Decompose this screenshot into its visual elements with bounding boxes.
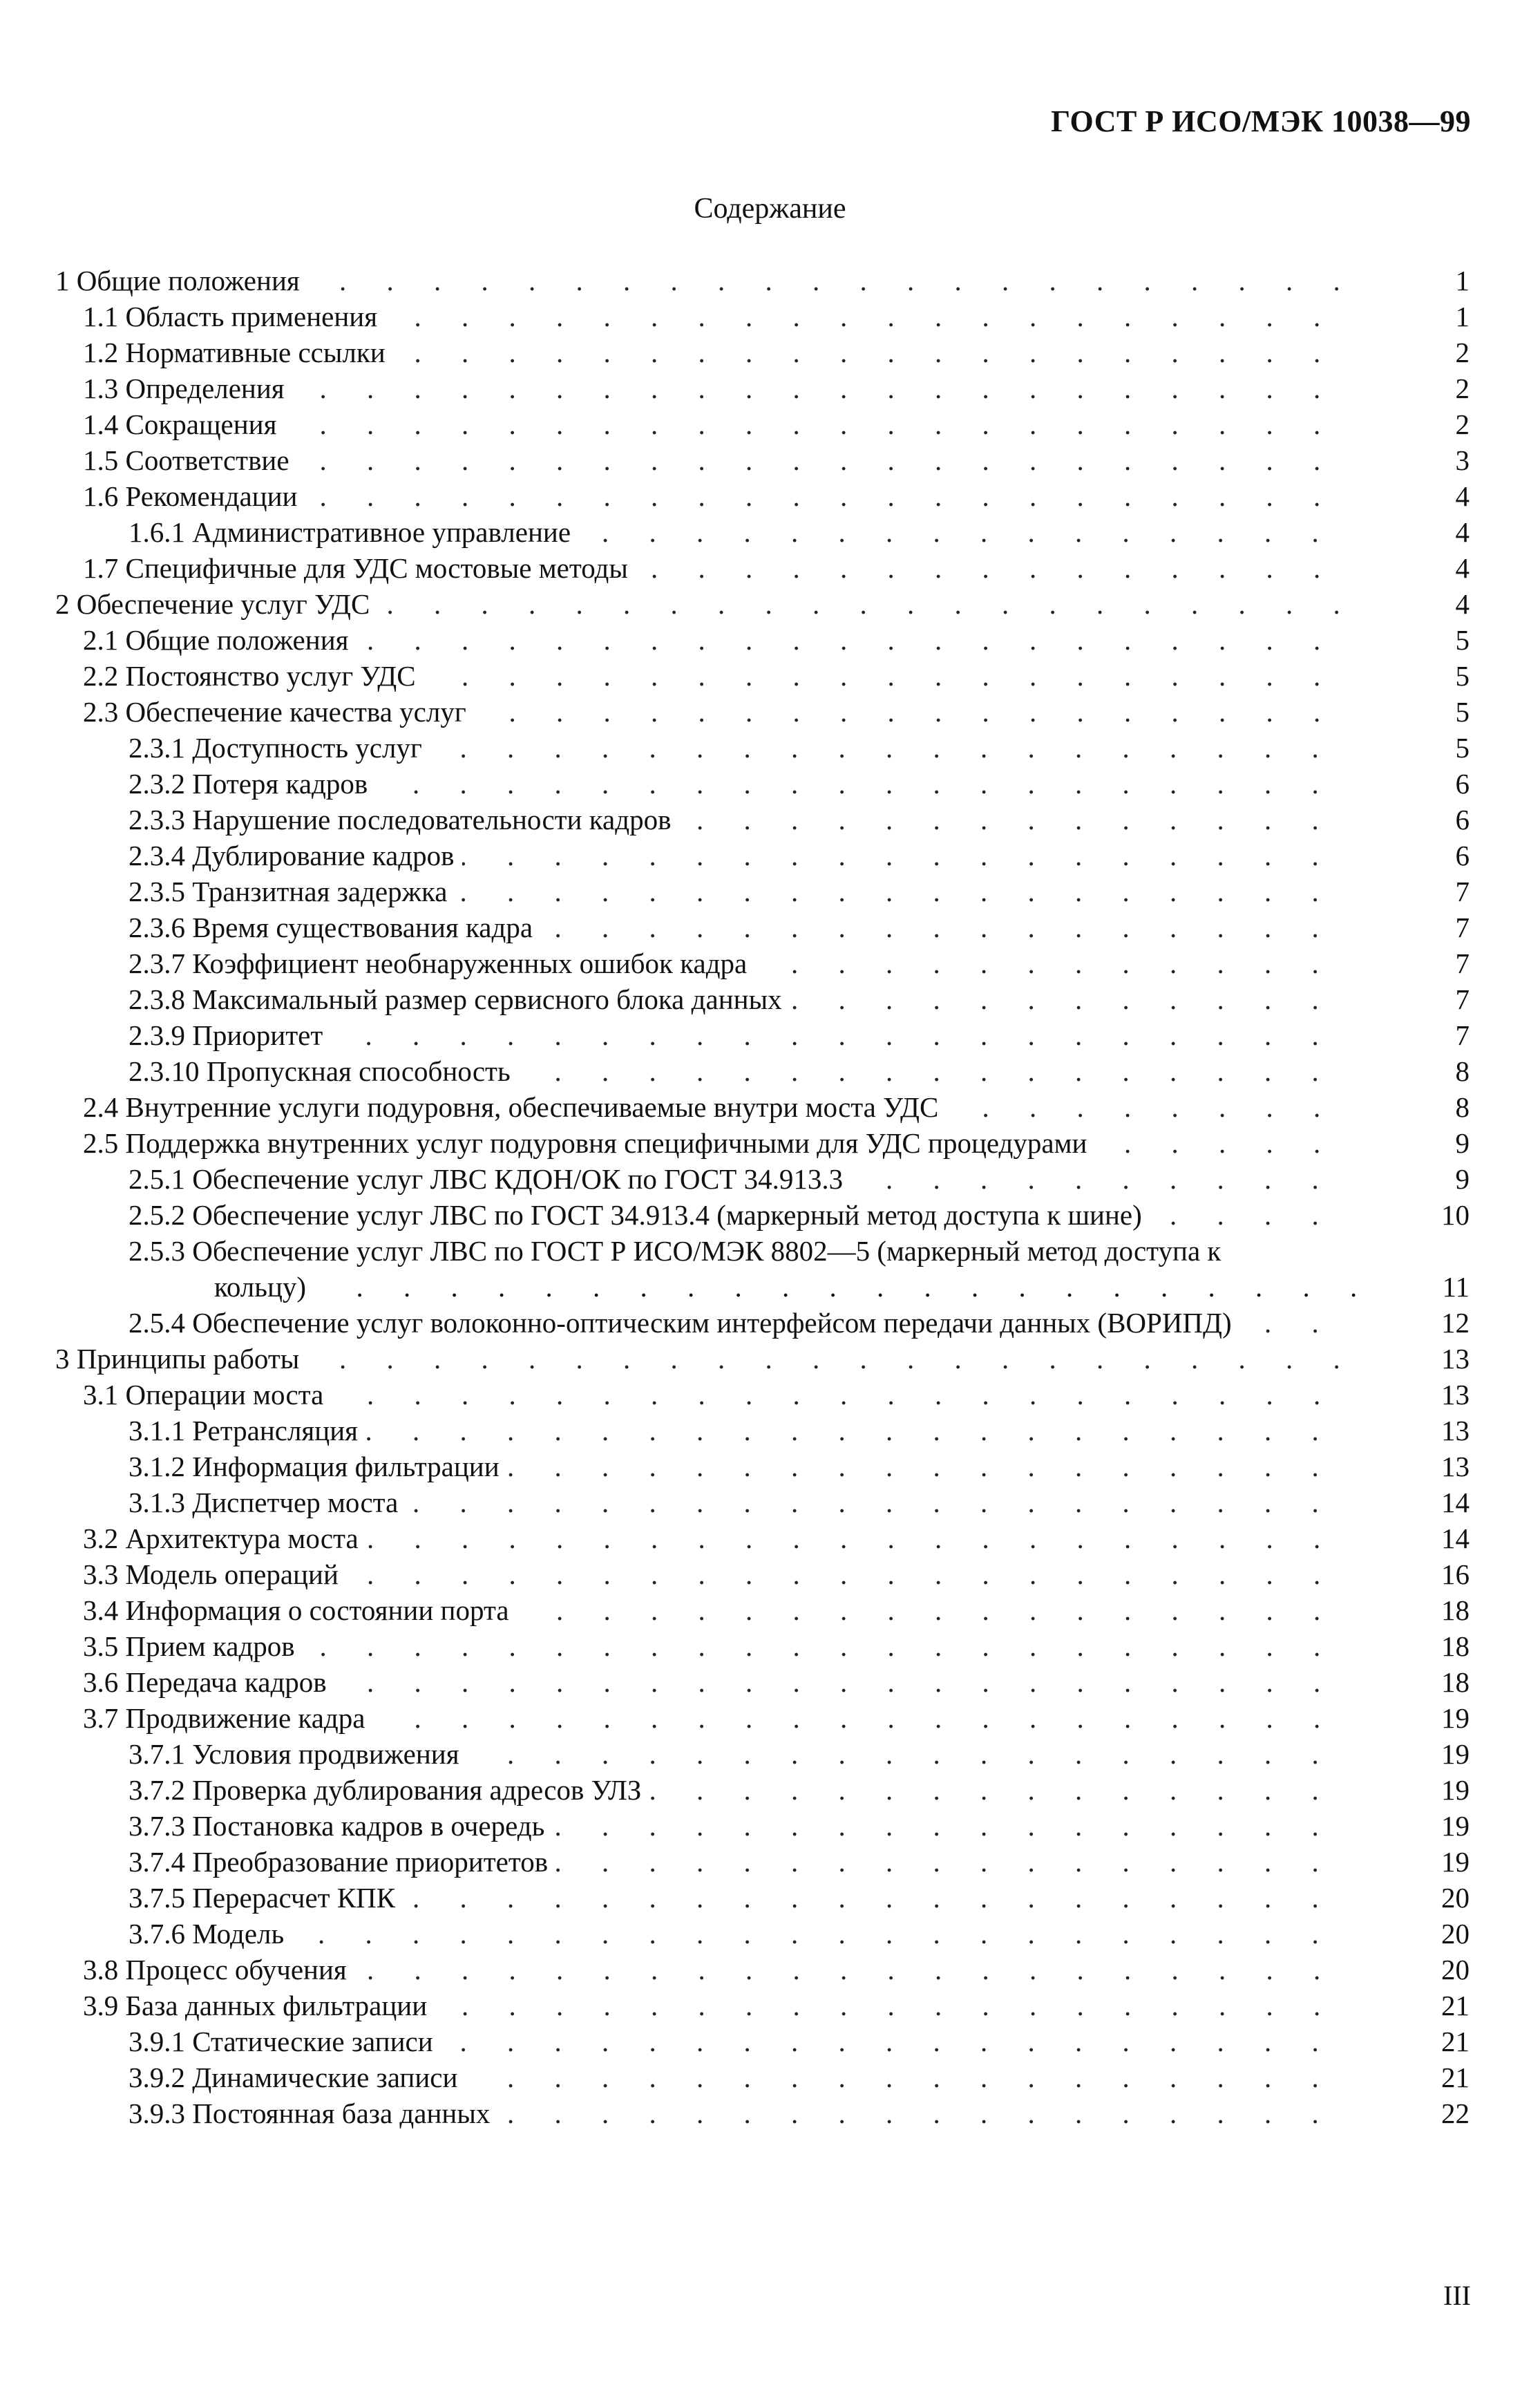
toc-entry[interactable] <box>55 1664 1470 1700</box>
toc-entry-page: 9 <box>1455 1127 1470 1159</box>
toc-entry-label: 3.1 Операции моста <box>83 1379 332 1411</box>
toc-entry-label: 3.7.2 Проверка дублирования адресов УЛЗ <box>129 1774 649 1806</box>
toc-entry-leader <box>129 1197 1356 1233</box>
toc-entry[interactable] <box>55 1233 1470 1305</box>
toc-entry-leader <box>129 1484 1356 1520</box>
toc-entry-leader <box>129 1772 1356 1808</box>
toc-entry-leader <box>129 2024 1356 2059</box>
toc-entry-page: 11 <box>1442 1271 1470 1303</box>
toc-entry-leader <box>83 1988 1356 2024</box>
toc-entry[interactable] <box>55 981 1470 1017</box>
toc-entry-leader <box>129 1161 1356 1197</box>
toc-entry-leader <box>55 586 1356 622</box>
toc-entry-page: 1 <box>1455 265 1470 296</box>
toc-entry-leader <box>129 766 1356 802</box>
toc-entry-label: 3.9.3 Постоянная база данных <box>129 2097 498 2129</box>
toc-entry-page: 14 <box>1441 1487 1470 1518</box>
toc-entry-leader <box>83 406 1356 442</box>
toc-entry-label: 3.1.2 Информация фильтрации <box>129 1451 508 1482</box>
toc-entry-label: 1.4 Сокращения <box>83 408 285 440</box>
toc-entry[interactable] <box>55 1520 1470 1556</box>
toc-entry-label: 1.2 Нормативные ссылки <box>83 337 394 368</box>
toc-entry-label: 3.9.2 Динамические записи <box>129 2062 466 2093</box>
toc-entry-leader <box>83 694 1356 730</box>
toc-entry-page: 19 <box>1441 1774 1470 1806</box>
toc-entry-leader <box>129 981 1356 1017</box>
toc-entry-leader <box>129 1413 1356 1449</box>
toc-entry-page: 4 <box>1455 588 1470 620</box>
toc-entry-page: 5 <box>1455 660 1470 692</box>
toc-entry-leader <box>55 263 1356 299</box>
toc-entry-leader <box>83 442 1356 478</box>
toc-entry-page: 10 <box>1441 1199 1470 1231</box>
toc-entry-leader <box>129 730 1356 766</box>
toc-entry[interactable] <box>55 442 1470 478</box>
toc-entry[interactable] <box>55 1592 1470 1628</box>
toc-entry-label: 2.5 Поддержка внутренних услуг подуровня специфичными для УДС процедурами <box>83 1127 1096 1159</box>
toc-entry[interactable] <box>55 838 1470 874</box>
toc-entry-label: 3.2 Архитектура моста <box>83 1522 367 1554</box>
toc-entry-leader <box>129 1844 1356 1880</box>
toc-entry-page: 19 <box>1441 1846 1470 1878</box>
toc-entry-label: 2.4 Внутренние услуги подуровня, обеспечиваемые внутри моста УДС <box>83 1091 947 1123</box>
toc-entry[interactable] <box>55 1377 1470 1413</box>
toc-entry-page: 18 <box>1441 1666 1470 1698</box>
toc-entry-page: 18 <box>1441 1630 1470 1662</box>
toc-entry-page: 20 <box>1441 1954 1470 1985</box>
toc-entry-leader <box>83 478 1356 514</box>
toc-entry-page: 21 <box>1441 2026 1470 2057</box>
toc-entry[interactable] <box>55 1952 1470 1988</box>
toc-entry-leader <box>83 1520 1356 1556</box>
toc-entry-page: 4 <box>1455 516 1470 548</box>
toc-entry-leader <box>83 622 1356 658</box>
toc-entry-leader <box>83 334 1356 370</box>
toc-entry-page: 7 <box>1455 912 1470 943</box>
toc-entry-page: 13 <box>1441 1379 1470 1411</box>
toc-entry[interactable] <box>55 370 1470 406</box>
toc-entry[interactable] <box>55 874 1470 909</box>
toc-entry-leader <box>129 1916 1356 1952</box>
toc-entry[interactable] <box>55 1161 1470 1197</box>
toc-entry-label: 2.3.2 Потеря кадров <box>129 768 376 800</box>
toc-entry-label: 2.3.4 Дублирование кадров <box>129 840 462 871</box>
toc-entry-leader <box>83 1628 1356 1664</box>
toc-entry-label: 3.4 Информация о состоянии порта <box>83 1594 517 1626</box>
toc-entry-label: 3.7.4 Преобразование приоритетов <box>129 1846 556 1878</box>
toc-entry-leader <box>83 1556 1356 1592</box>
toc-entry-label: 3.9.1 Статические записи <box>129 2026 441 2057</box>
toc-entry[interactable] <box>55 1053 1470 1089</box>
toc-entry-page: 5 <box>1455 732 1470 764</box>
toc-entry-label: 1.5 Соответствие <box>83 444 298 476</box>
toc-entry[interactable] <box>55 694 1470 730</box>
toc-entry-label: 2.1 Общие положения <box>83 624 357 656</box>
toc-entry-label: 3.1.1 Ретрансляция <box>129 1415 366 1446</box>
toc-entry-page: 2 <box>1455 408 1470 440</box>
toc-entry[interactable] <box>55 1089 1470 1125</box>
toc-entry-page: 6 <box>1455 768 1470 800</box>
toc-entry[interactable] <box>55 1413 1470 1449</box>
toc-entry-leader <box>129 909 1356 945</box>
toc-entry-page: 6 <box>1455 840 1470 871</box>
toc-entry-label: 2.3.7 Коэффициент необнаруженных ошибок кадра <box>129 947 755 979</box>
toc-entry-leader <box>129 1736 1356 1772</box>
toc-entry-page: 21 <box>1441 1990 1470 2021</box>
toc-entry-label: 2.3.8 Максимальный размер сервисного блока данных <box>129 983 790 1015</box>
toc-entry-page: 19 <box>1441 1810 1470 1842</box>
toc-entry[interactable] <box>55 334 1470 370</box>
toc-entry-leader <box>129 874 1356 909</box>
toc-entry-page: 14 <box>1441 1522 1470 1554</box>
toc-entry-leader <box>129 1017 1356 1053</box>
toc-entry-leader <box>55 1341 1356 1377</box>
toc-entry-page: 20 <box>1441 1882 1470 1914</box>
toc-entry[interactable] <box>55 1916 1470 1952</box>
toc-entry-leader <box>83 1700 1356 1736</box>
toc-entry-leader <box>83 1952 1356 1988</box>
toc-entry[interactable] <box>55 1700 1470 1736</box>
toc-entry-page: 9 <box>1455 1163 1470 1195</box>
toc-entry-page: 19 <box>1441 1702 1470 1734</box>
toc-entry[interactable] <box>55 514 1470 550</box>
toc-entry-leader <box>83 550 1356 586</box>
toc-entry-label: 2.5.3 Обеспечение услуг ЛВС по ГОСТ Р ИСО/МЭК 8802—5 (маркерный метод доступа к <box>129 1235 1221 1267</box>
toc-entry-page: 21 <box>1441 2062 1470 2093</box>
toc-entry-leader <box>83 1125 1356 1161</box>
toc-entry-label: 2.3.1 Доступность услуг <box>129 732 430 764</box>
toc-entry-leader <box>129 1449 1356 1484</box>
toc-entry[interactable] <box>55 1305 1470 1341</box>
toc-entry[interactable] <box>55 263 1470 299</box>
toc-entry-page: 18 <box>1441 1594 1470 1626</box>
toc-entry-leader <box>129 1053 1356 1089</box>
toc-entry[interactable] <box>55 1449 1470 1484</box>
toc-entry[interactable] <box>55 1125 1470 1161</box>
toc-entry-label: 2.5.1 Обеспечение услуг ЛВС КДОН/ОК по ГОСТ 34.913.3 <box>129 1163 851 1195</box>
toc-entry-label: 1.1 Область применения <box>83 301 386 332</box>
toc-entry-label: 1.7 Специфичные для УДС мостовые методы <box>83 552 636 584</box>
toc-entry-page: 7 <box>1455 876 1470 907</box>
page-number: III <box>1443 2280 1471 2311</box>
toc-entry-leader <box>129 2059 1356 2095</box>
toc-entry-page: 6 <box>1455 804 1470 836</box>
toc-entry-leader <box>129 1305 1356 1341</box>
toc-entry-label: 2.3.10 Пропускная способность <box>129 1055 519 1087</box>
toc-entry-page: 5 <box>1455 696 1470 728</box>
toc-entry-leader <box>83 370 1356 406</box>
toc-entry[interactable] <box>55 909 1470 945</box>
toc-entry-page: 19 <box>1441 1738 1470 1770</box>
toc-entry-page: 7 <box>1455 983 1470 1015</box>
toc-entry-label: 2.3.9 Приоритет <box>129 1019 331 1051</box>
toc-entry-label: 3.9 База данных фильтрации <box>83 1990 435 2021</box>
document-header: ГОСТ Р ИСО/МЭК 10038—99 <box>1051 104 1471 138</box>
toc-entry[interactable] <box>55 1808 1470 1844</box>
toc-entry-label: 3.7.5 Перерасчет КПК <box>129 1882 403 1914</box>
toc-entry-page: 1 <box>1455 301 1470 332</box>
toc-entry[interactable] <box>55 299 1470 334</box>
toc-entry[interactable] <box>55 2095 1470 2131</box>
toc-entry-page: 12 <box>1441 1307 1470 1339</box>
toc-entry-page: 13 <box>1441 1415 1470 1446</box>
toc-entry-label: 2.3.3 Нарушение последовательности кадров <box>129 804 679 836</box>
toc-entry-leader <box>83 1377 1356 1413</box>
toc-entry-page: 2 <box>1455 337 1470 368</box>
toc-entry-label: 3.7 Продвижение кадра <box>83 1702 373 1734</box>
toc-entry-label: 2.5.2 Обеспечение услуг ЛВС по ГОСТ 34.913.4 (маркерный метод доступа к шине) <box>129 1199 1150 1231</box>
toc-entry-label-continued: кольцу) . . . <box>214 1269 1356 1305</box>
toc-entry[interactable] <box>55 622 1470 658</box>
toc-entry[interactable] <box>55 1017 1470 1053</box>
toc-entry[interactable] <box>55 1772 1470 1808</box>
toc-title: Содержание <box>694 193 846 225</box>
toc-entry-leader <box>129 2095 1356 2131</box>
toc-entry-leader <box>129 1880 1356 1916</box>
toc-entry[interactable] <box>55 586 1470 622</box>
toc-entry[interactable] <box>55 730 1470 766</box>
toc-entry-page: 2 <box>1455 372 1470 404</box>
toc-entry-leader <box>83 1664 1356 1700</box>
toc-entry-page: 13 <box>1441 1343 1470 1375</box>
toc-entry-page: 8 <box>1455 1055 1470 1087</box>
toc-entry-page: 3 <box>1455 444 1470 476</box>
toc-entry-label: 1 Общие положения <box>55 265 308 296</box>
toc-entry-page: 22 <box>1441 2097 1470 2129</box>
toc-entry-page: 5 <box>1455 624 1470 656</box>
toc-entry-leader <box>83 658 1356 694</box>
toc-entry[interactable] <box>55 658 1470 694</box>
toc-entry-label: 2.5.4 Обеспечение услуг волоконно-оптическим интерфейсом передачи данных (ВОРИПД) <box>129 1307 1240 1339</box>
toc-entry-label: 1.3 Определения <box>83 372 293 404</box>
table-of-contents <box>55 263 1470 2131</box>
toc-entry[interactable] <box>55 2059 1470 2095</box>
toc-entry-label: 2.3.6 Время существования кадра <box>129 912 541 943</box>
toc-entry[interactable] <box>55 1988 1470 2024</box>
toc-entry-page: 4 <box>1455 552 1470 584</box>
toc-entry[interactable] <box>55 1628 1470 1664</box>
toc-entry[interactable] <box>55 406 1470 442</box>
toc-entry-label: 2.3.5 Транзитная задержка <box>129 876 455 907</box>
toc-entry-label: 2 Обеспечение услуг УДС <box>55 588 378 620</box>
toc-entry-leader <box>83 1592 1356 1628</box>
toc-entry-leader <box>83 299 1356 334</box>
toc-entry-label: 3.7.6 Модель <box>129 1918 292 1950</box>
toc-entry-label: 3.3 Модель операций <box>83 1558 347 1590</box>
toc-entry-page: 13 <box>1441 1451 1470 1482</box>
toc-entry-label: 2.2 Постоянство услуг УДС <box>83 660 424 692</box>
toc-entry-leader <box>129 945 1356 981</box>
toc-entry-page: 7 <box>1455 947 1470 979</box>
toc-entry-label: 2.3 Обеспечение качества услуг <box>83 696 475 728</box>
toc-entry[interactable] <box>55 1844 1470 1880</box>
toc-entry[interactable] <box>55 1880 1470 1916</box>
toc-entry[interactable] <box>55 1197 1470 1233</box>
toc-entry[interactable] <box>55 766 1470 802</box>
toc-entry-leader <box>129 514 1356 550</box>
toc-entry-label: 3.7.3 Постановка кадров в очередь <box>129 1810 553 1842</box>
toc-entry-label: 1.6 Рекомендации <box>83 480 305 512</box>
toc-entry-leader <box>129 802 1356 838</box>
toc-entry[interactable] <box>55 1484 1470 1520</box>
toc-entry[interactable] <box>55 550 1470 586</box>
toc-entry[interactable] <box>55 478 1470 514</box>
toc-entry-label: 3.1.3 Диспетчер моста <box>129 1487 406 1518</box>
toc-entry-leader <box>129 1808 1356 1844</box>
toc-entry-label: 3.5 Прием кадров <box>83 1630 303 1662</box>
toc-entry-page: 16 <box>1441 1558 1470 1590</box>
toc-entry[interactable] <box>55 802 1470 838</box>
toc-entry[interactable] <box>55 2024 1470 2059</box>
toc-entry-page: 7 <box>1455 1019 1470 1051</box>
toc-entry-label: 3.8 Процесс обучения <box>83 1954 355 1985</box>
toc-entry-page: 8 <box>1455 1091 1470 1123</box>
toc-entry-label: 3.7.1 Условия продвижения <box>129 1738 468 1770</box>
toc-entry-label: 3.6 Передача кадров <box>83 1666 335 1698</box>
toc-entry[interactable] <box>55 945 1470 981</box>
toc-entry-leader <box>83 1089 1356 1125</box>
toc-entry[interactable] <box>55 1736 1470 1772</box>
toc-entry-page: 4 <box>1455 480 1470 512</box>
toc-entry[interactable] <box>55 1341 1470 1377</box>
toc-entry-label: 3 Принципы работы <box>55 1343 307 1375</box>
toc-entry-label: 1.6.1 Административное управление <box>129 516 579 548</box>
toc-entry-leader <box>129 838 1356 874</box>
toc-entry-page: 20 <box>1441 1918 1470 1950</box>
toc-entry[interactable] <box>55 1556 1470 1592</box>
